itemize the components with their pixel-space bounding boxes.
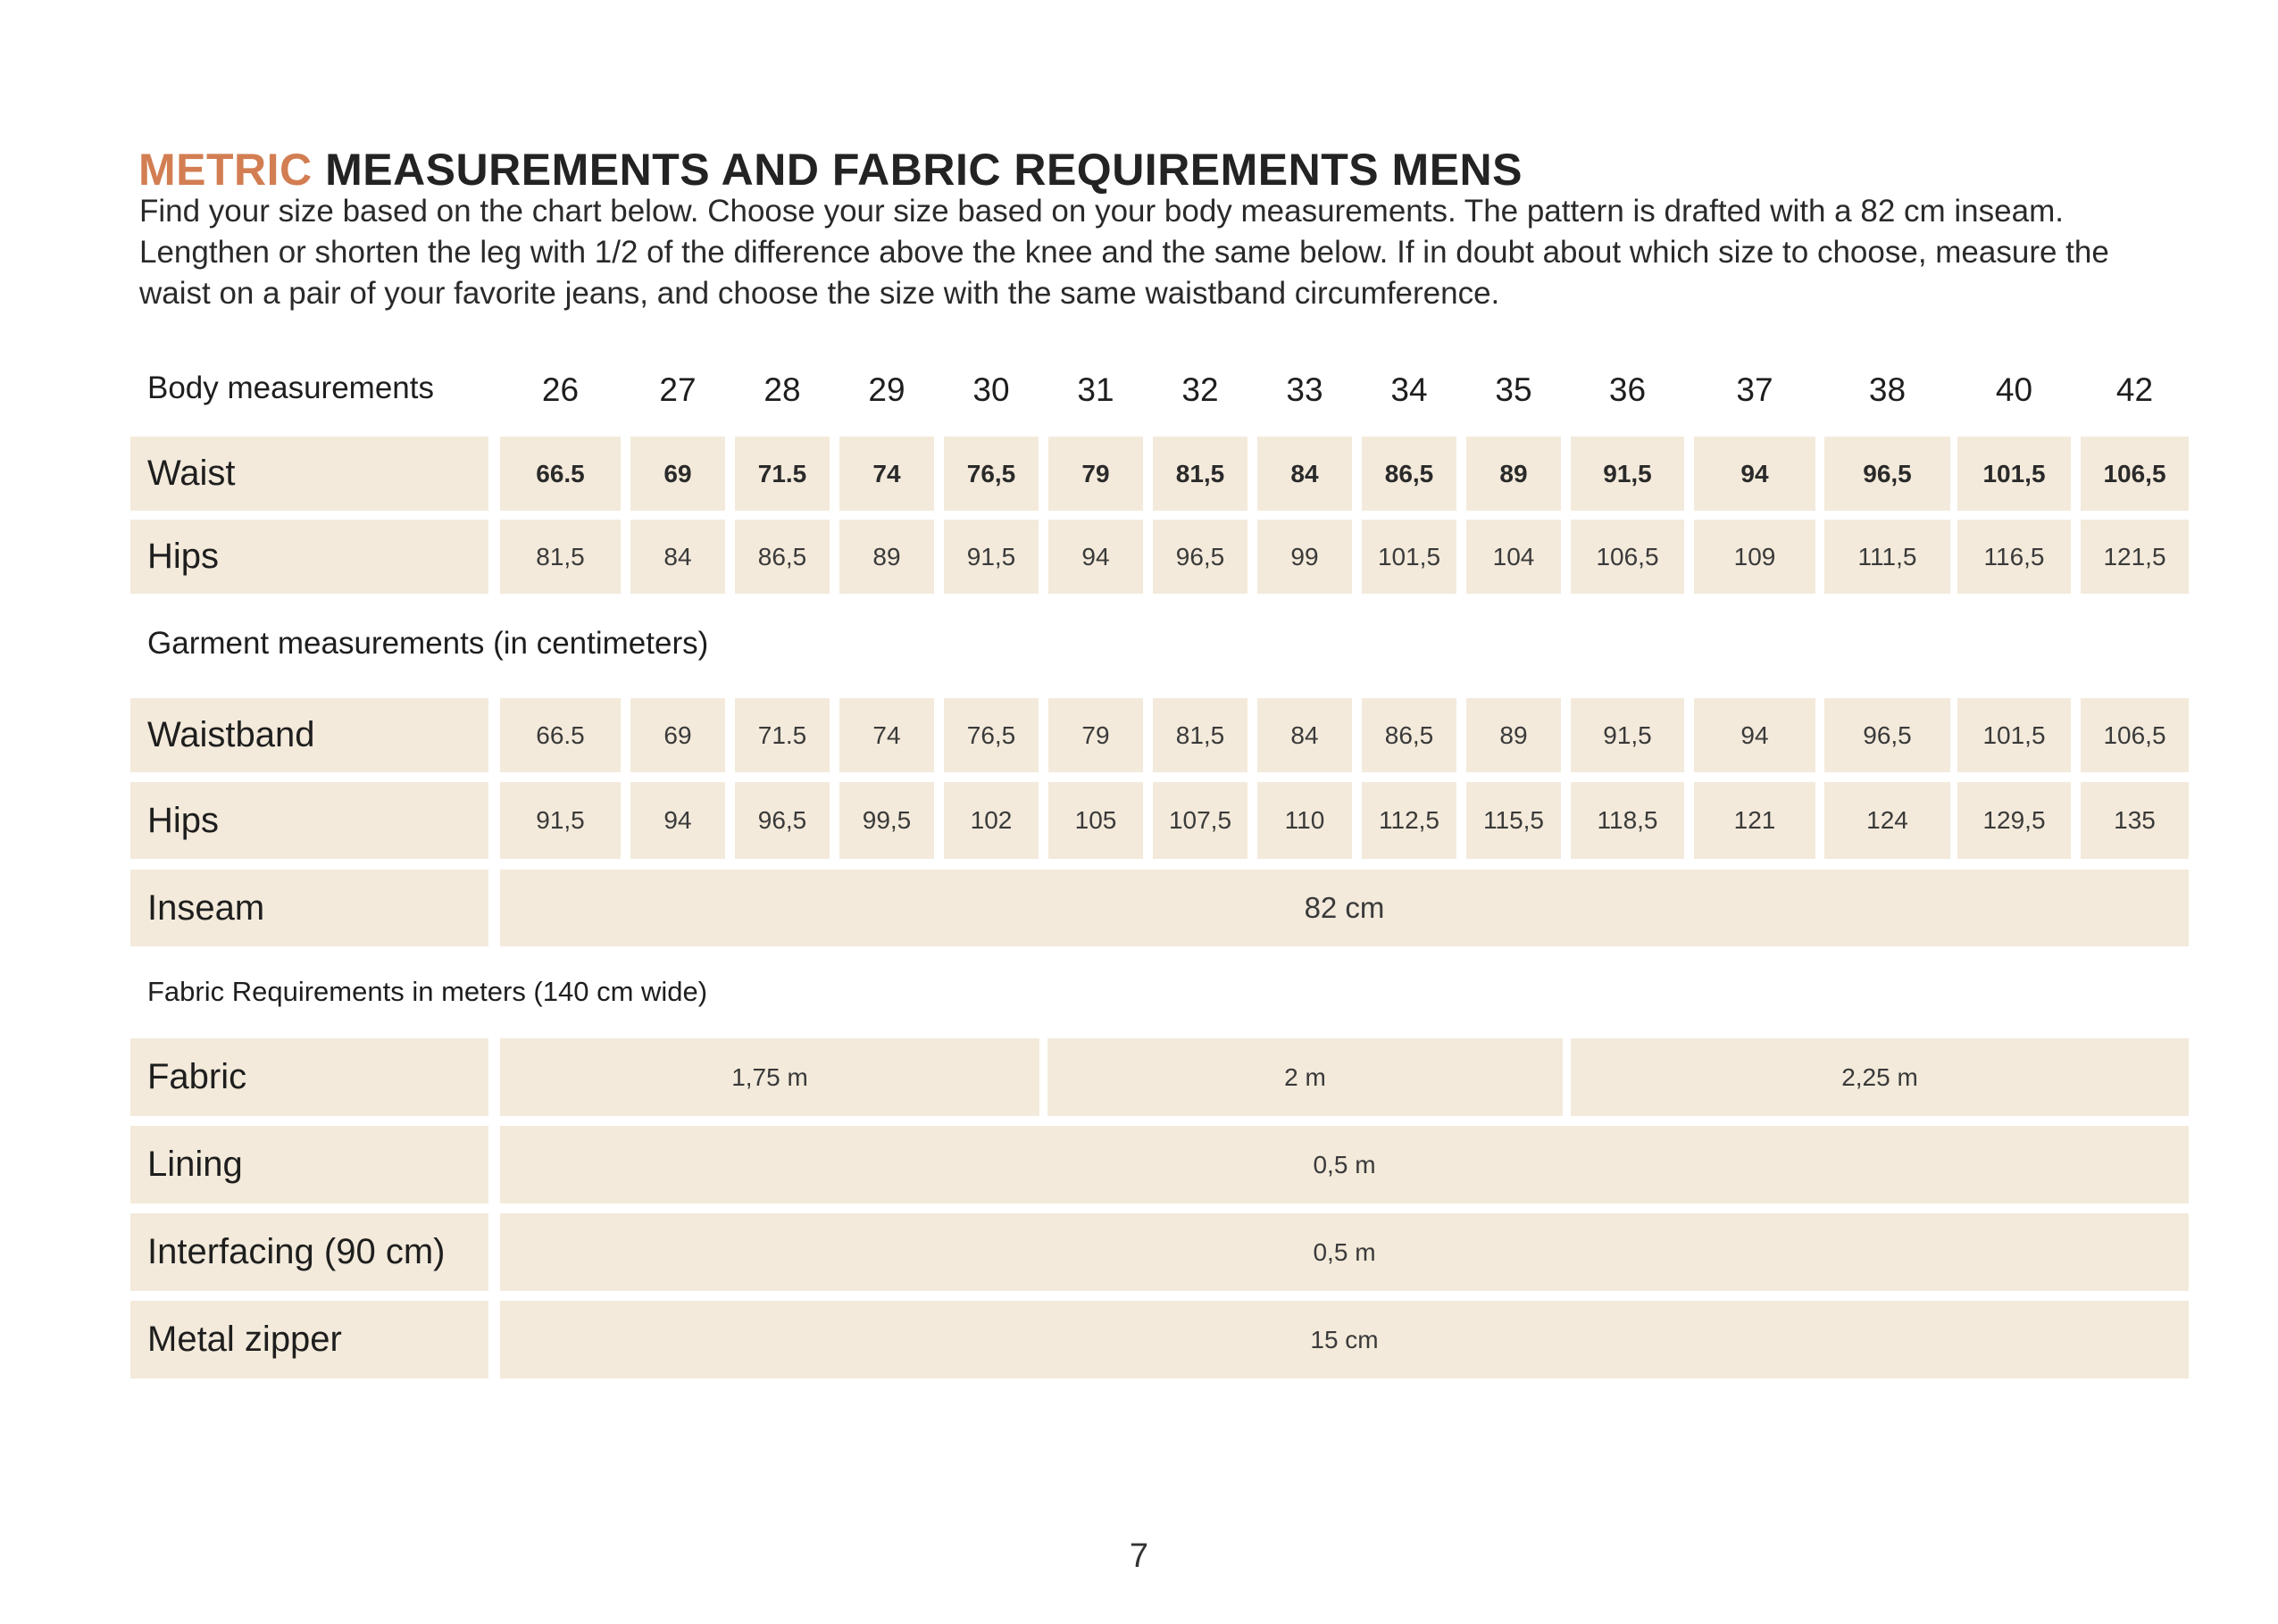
table-cell: 118,5 <box>1571 782 1684 859</box>
size-header-35: 35 <box>1495 371 1532 408</box>
table-cell: 69 <box>630 698 725 772</box>
table-cell: 69 <box>630 437 725 511</box>
interfacing-value: 0,5 m <box>500 1213 2189 1291</box>
table-cell: 96,5 <box>1824 698 1950 772</box>
table-cell: 91,5 <box>1571 698 1684 772</box>
table-cell: 109 <box>1694 520 1815 594</box>
table-cell: 111,5 <box>1824 520 1950 594</box>
size-header-27: 27 <box>659 371 697 408</box>
inseam-label: Inseam <box>130 870 488 946</box>
size-header-38: 38 <box>1868 371 1907 408</box>
table-cell: 91,5 <box>500 782 621 859</box>
page-number: 7 <box>1129 1537 1149 1575</box>
table-cell: 71.5 <box>735 437 830 511</box>
size-header-28: 28 <box>764 371 801 408</box>
table-cell: 101,5 <box>1957 437 2071 511</box>
fabric-value-small: 1,75 m <box>500 1038 1039 1116</box>
table-cell: 124 <box>1824 782 1950 859</box>
intro-paragraph: Find your size based on the chart below. Choose your size based on your body measurements. The pattern is drafted with a 82 cm inseam. Lengthen or shorten the leg with 1/2 of the difference above the knee and the same below. If in doubt about which size to choose, measure the waist on a pair of your favorite jeans, and choose the size with the same waistband circumference. <box>139 194 2109 311</box>
title-rest: MEASUREMENTS AND FABRIC REQUIREMENTS MENS <box>325 145 1523 195</box>
table-cell: 84 <box>1257 698 1352 772</box>
size-header-36: 36 <box>1608 371 1647 408</box>
table-cell: 129,5 <box>1957 782 2071 859</box>
size-header-32: 32 <box>1181 371 1219 408</box>
size-header-34: 34 <box>1390 371 1428 408</box>
table-cell: 94 <box>1694 698 1815 772</box>
table-cell: 94 <box>1694 437 1815 511</box>
table-cell: 99 <box>1257 520 1352 594</box>
zipper-label: Metal zipper <box>130 1301 488 1378</box>
zipper-value: 15 cm <box>500 1301 2189 1378</box>
table-cell: 91,5 <box>944 520 1039 594</box>
table-cell: 105 <box>1048 782 1143 859</box>
size-header-33: 33 <box>1286 371 1323 408</box>
table-cell: 79 <box>1048 698 1143 772</box>
table-cell: 79 <box>1048 437 1143 511</box>
table-cell: 76,5 <box>944 698 1039 772</box>
title-accent: METRIC <box>138 145 313 195</box>
table-cell: 84 <box>1257 437 1352 511</box>
table-cell: 96,5 <box>1824 437 1950 511</box>
table-cell: 66.5 <box>500 437 621 511</box>
row-label-waistband: Waistband <box>130 698 488 772</box>
table-cell: 110 <box>1257 782 1352 859</box>
lining-label: Lining <box>130 1126 488 1203</box>
table-cell: 66.5 <box>500 698 621 772</box>
table-cell: 106,5 <box>2081 698 2189 772</box>
table-cell: 94 <box>1048 520 1143 594</box>
table-cell: 91,5 <box>1571 437 1684 511</box>
page-title <box>138 141 1523 198</box>
table-cell: 121 <box>1694 782 1815 859</box>
size-header-31: 31 <box>1077 371 1114 408</box>
size-header-30: 30 <box>972 371 1010 408</box>
fabric-value-medium: 2 m <box>1047 1038 1563 1116</box>
table-cell: 74 <box>839 437 934 511</box>
row-label-hips: Hips <box>130 520 488 594</box>
size-header-26: 26 <box>541 371 580 408</box>
table-cell: 86,5 <box>1362 437 1456 511</box>
table-cell: 121,5 <box>2081 520 2189 594</box>
inseam-value: 82 cm <box>500 870 2189 946</box>
table-cell: 81,5 <box>1153 698 1247 772</box>
table-cell: 106,5 <box>2081 437 2189 511</box>
size-header-40: 40 <box>1995 371 2033 408</box>
table-cell: 101,5 <box>1957 698 2071 772</box>
row-label-waist: Waist <box>130 437 488 511</box>
table-cell: 94 <box>630 782 725 859</box>
size-header-37: 37 <box>1736 371 1773 408</box>
garment-measurements-label: Garment measurements (in centimeters) <box>147 626 709 661</box>
table-cell: 101,5 <box>1362 520 1456 594</box>
table-cell: 99,5 <box>839 782 934 859</box>
body-measurements-label: Body measurements <box>147 371 434 405</box>
table-cell: 74 <box>839 698 934 772</box>
table-cell: 81,5 <box>1153 437 1247 511</box>
table-cell: 84 <box>630 520 725 594</box>
fabric-label: Fabric <box>130 1038 488 1116</box>
table-cell: 71.5 <box>735 698 830 772</box>
table-cell: 89 <box>1466 698 1561 772</box>
table-cell: 89 <box>1466 437 1561 511</box>
table-cell: 106,5 <box>1571 520 1684 594</box>
size-header-42: 42 <box>2115 371 2154 408</box>
table-cell: 86,5 <box>735 520 830 594</box>
lining-value: 0,5 m <box>500 1126 2189 1203</box>
table-cell: 104 <box>1466 520 1561 594</box>
size-header-29: 29 <box>868 371 905 408</box>
row-label-hips: Hips <box>130 782 488 859</box>
fabric-requirements-label: Fabric Requirements in meters (140 cm wide) <box>147 976 708 1007</box>
table-cell: 112,5 <box>1362 782 1456 859</box>
table-cell: 96,5 <box>1153 520 1247 594</box>
fabric-value-large: 2,25 m <box>1571 1038 2189 1116</box>
table-cell: 76,5 <box>944 437 1039 511</box>
table-cell: 81,5 <box>500 520 621 594</box>
table-cell: 86,5 <box>1362 698 1456 772</box>
table-cell: 115,5 <box>1466 782 1561 859</box>
table-cell: 102 <box>944 782 1039 859</box>
table-cell: 135 <box>2081 782 2189 859</box>
table-cell: 96,5 <box>735 782 830 859</box>
interfacing-label: Interfacing (90 cm) <box>130 1213 488 1291</box>
table-cell: 107,5 <box>1153 782 1247 859</box>
table-cell: 89 <box>839 520 934 594</box>
table-cell: 116,5 <box>1957 520 2071 594</box>
